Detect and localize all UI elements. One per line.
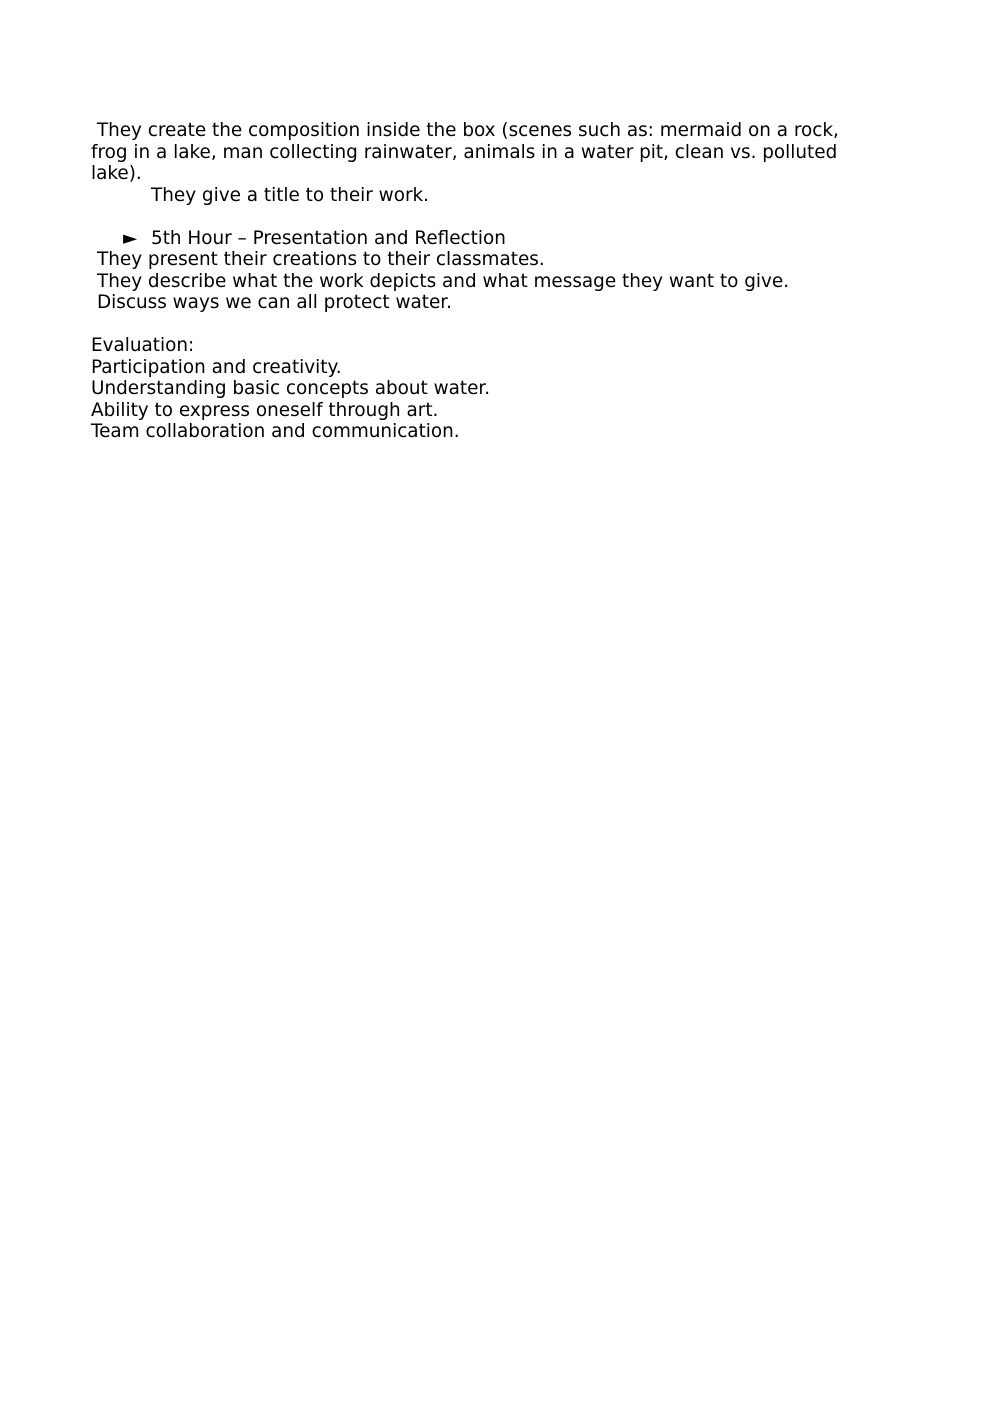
evaluation-item-2: Understanding basic concepts about water.	[91, 378, 491, 399]
evaluation-heading: Evaluation:	[91, 335, 195, 356]
document-body	[91, 120, 861, 443]
paragraph-spacer	[91, 314, 861, 336]
composition-line-3: lake).	[91, 163, 142, 184]
fifth-hour-item-1: They present their creations to their classmates.	[97, 249, 545, 270]
fifth-hour-heading-text: 5th Hour – Presentation and Reflection	[151, 227, 506, 249]
fifth-hour-heading	[91, 228, 861, 250]
evaluation-item-3: Ability to express oneself through art.	[91, 399, 439, 421]
fifth-hour-item-2: They describe what the work depicts and what message they want to give.	[97, 270, 790, 292]
triangle-bullet-icon: ►	[123, 227, 138, 249]
evaluation-item-1: Participation and creativity.	[91, 356, 342, 378]
composition-line-2: frog in a lake, man collecting rainwater, animals in a water pit, clean vs. polluted	[91, 141, 838, 163]
title-step-text: They give a title to their work.	[151, 184, 430, 206]
evaluation-item-4: Team collaboration and communication.	[91, 421, 460, 442]
fifth-hour-item-3: Discuss ways we can all protect water.	[97, 292, 452, 313]
paragraph-spacer	[91, 206, 861, 228]
composition-line-1: They create the composition inside the box (scenes such as: mermaid on a rock,	[91, 120, 839, 141]
